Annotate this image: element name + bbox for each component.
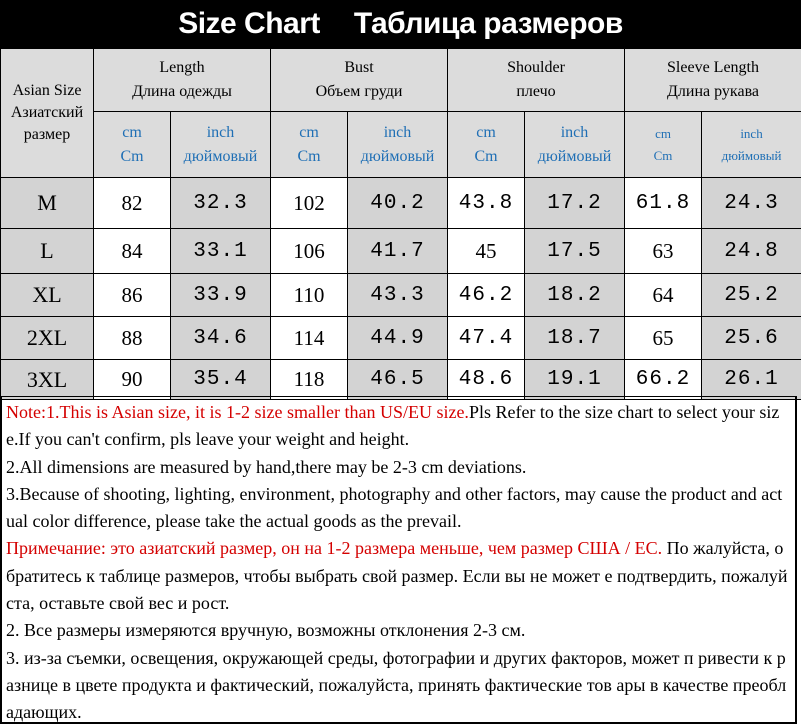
shoulder-inch-cell: 18.2 — [525, 274, 625, 317]
sleeve-cm-cell: 66.2 — [625, 360, 702, 400]
unit-cm-label: cm — [271, 121, 347, 145]
length-cm-cell: 90 — [94, 360, 171, 400]
length-cm-cell: 86 — [94, 274, 171, 317]
bust-inch-cell: 41.7 — [348, 229, 448, 274]
bust-cm-cell: 110 — [271, 274, 348, 317]
bust-header — [271, 49, 448, 112]
title-russian: Таблица размеров — [354, 7, 623, 41]
bust-inch-cell: 43.3 — [348, 274, 448, 317]
size-cell: L — [1, 229, 94, 274]
sleeve-inch-cell: 25.6 — [702, 317, 801, 360]
unit-cm-length — [94, 112, 171, 178]
length-cm-cell: 88 — [94, 317, 171, 360]
bust-header-ru: Объем груди — [271, 80, 447, 104]
length-cm-cell: 84 — [94, 229, 171, 274]
sleeve-cm-cell: 65 — [625, 317, 702, 360]
sleeve-cm-cell: 64 — [625, 274, 702, 317]
bust-inch-cell: 40.2 — [348, 178, 448, 229]
size-cell: M — [1, 178, 94, 229]
bust-inch-cell: 44.9 — [348, 317, 448, 360]
sleeve-header-en: Sleeve Length — [625, 56, 801, 80]
note-ru-1 — [6, 535, 791, 617]
shoulder-cm-cell: 43.8 — [448, 178, 525, 229]
title-bar — [0, 0, 801, 48]
unit-inch-label: inch — [171, 121, 270, 145]
bust-cm-cell: 106 — [271, 229, 348, 274]
unit-cm-sleeve — [625, 112, 702, 178]
sleeve-inch-cell: 24.3 — [702, 178, 801, 229]
notes-box — [0, 396, 797, 724]
unit-cm-label-2: Cm — [625, 145, 701, 167]
unit-cm-label-2: Cm — [94, 145, 170, 169]
size-cell: 2XL — [1, 317, 94, 360]
shoulder-inch-cell: 17.2 — [525, 178, 625, 229]
bust-cm-cell: 118 — [271, 360, 348, 400]
unit-inch-label-2: дюймовый — [348, 145, 447, 169]
length-inch-cell: 34.6 — [171, 317, 271, 360]
size-cell: 3XL — [1, 360, 94, 400]
note-en-1-text: Pls Refer to the size chart to select your size.If you can't confirm, pls leave your weight and height. — [6, 402, 779, 449]
size-header-ru-2: размер — [1, 124, 93, 146]
unit-inch-label-2: дюймовый — [171, 145, 270, 169]
length-inch-cell: 33.1 — [171, 229, 271, 274]
size-header — [1, 49, 94, 178]
bust-cm-cell: 114 — [271, 317, 348, 360]
length-header-ru: Длина одежды — [94, 80, 270, 104]
note-en-1 — [6, 399, 791, 454]
note-en-2: 2.All dimensions are measured by hand,there may be 2-3 cm deviations. — [6, 454, 791, 481]
unit-cm-label-2: Cm — [271, 145, 347, 169]
shoulder-cm-cell: 46.2 — [448, 274, 525, 317]
sleeve-header-ru: Длина рукава — [625, 80, 801, 104]
unit-cm-bust — [271, 112, 348, 178]
length-header — [94, 49, 271, 112]
title-english: Size Chart — [178, 7, 320, 41]
length-header-en: Length — [94, 56, 270, 80]
table-row — [1, 317, 801, 360]
bust-header-en: Bust — [271, 56, 447, 80]
unit-inch-label-2: дюймовый — [525, 145, 624, 169]
note-en-3: 3.Because of shooting, lighting, environment, photography and other factors, may cause the product and actual color difference, please take the actual goods as the prevail. — [6, 481, 791, 536]
unit-inch-sleeve — [702, 112, 801, 178]
sleeve-inch-cell: 26.1 — [702, 360, 801, 400]
shoulder-cm-cell: 48.6 — [448, 360, 525, 400]
size-header-en: Asian Size — [1, 80, 93, 102]
unit-inch-bust — [348, 112, 448, 178]
shoulder-inch-cell: 17.5 — [525, 229, 625, 274]
sleeve-inch-cell: 24.8 — [702, 229, 801, 274]
size-header-ru-1: Азиатский — [1, 102, 93, 124]
length-inch-cell: 35.4 — [171, 360, 271, 400]
shoulder-cm-cell: 45 — [448, 229, 525, 274]
unit-inch-label: inch — [348, 121, 447, 145]
shoulder-inch-cell: 19.1 — [525, 360, 625, 400]
sleeve-cm-cell: 63 — [625, 229, 702, 274]
note-ru-1-text: По жалуйста, обратитесь к таблице размеров, чтобы выбрать свой размер. Если вы не может е подтвердить, пожалуйста, оставьте свой вес и рост. — [6, 538, 788, 613]
unit-cm-shoulder — [448, 112, 525, 178]
unit-inch-length — [171, 112, 271, 178]
note-ru-3: 3. из-за съемки, освещения, окружающей среды, фотографии и других факторов, может п ривести к разнице в цвете продукта и фактический, пожалуйста, принять фактические тов ары в качестве преобладающих. — [6, 645, 791, 727]
sleeve-inch-cell: 25.2 — [702, 274, 801, 317]
sleeve-header — [625, 49, 801, 112]
shoulder-cm-cell: 47.4 — [448, 317, 525, 360]
bust-cm-cell: 102 — [271, 178, 348, 229]
shoulder-header-ru: плечо — [448, 80, 624, 104]
shoulder-inch-cell: 18.7 — [525, 317, 625, 360]
note-en-warning: Note:1.This is Asian size, it is 1-2 size smaller than US/EU size. — [6, 402, 469, 422]
sleeve-cm-cell: 61.8 — [625, 178, 702, 229]
length-inch-cell: 33.9 — [171, 274, 271, 317]
table-row — [1, 178, 801, 229]
shoulder-header — [448, 49, 625, 112]
length-cm-cell: 82 — [94, 178, 171, 229]
note-ru-2: 2. Все размеры измеряются вручную, возможны отклонения 2-3 см. — [6, 617, 791, 644]
unit-inch-label: inch — [525, 121, 624, 145]
length-inch-cell: 32.3 — [171, 178, 271, 229]
unit-inch-label: inch — [702, 123, 801, 145]
unit-cm-label-2: Cm — [448, 145, 524, 169]
bust-inch-cell: 46.5 — [348, 360, 448, 400]
unit-inch-shoulder — [525, 112, 625, 178]
unit-cm-label: cm — [625, 123, 701, 145]
size-cell: XL — [1, 274, 94, 317]
table-row — [1, 229, 801, 274]
shoulder-header-en: Shoulder — [448, 56, 624, 80]
table-row — [1, 360, 801, 400]
unit-cm-label: cm — [94, 121, 170, 145]
note-ru-warning: Примечание: это азиатский размер, он на 1-2 размера меньше, чем размер США / ЕС. — [6, 538, 662, 558]
size-table — [0, 48, 801, 400]
unit-inch-label-2: дюймовый — [702, 145, 801, 167]
unit-cm-label: cm — [448, 121, 524, 145]
table-row — [1, 274, 801, 317]
